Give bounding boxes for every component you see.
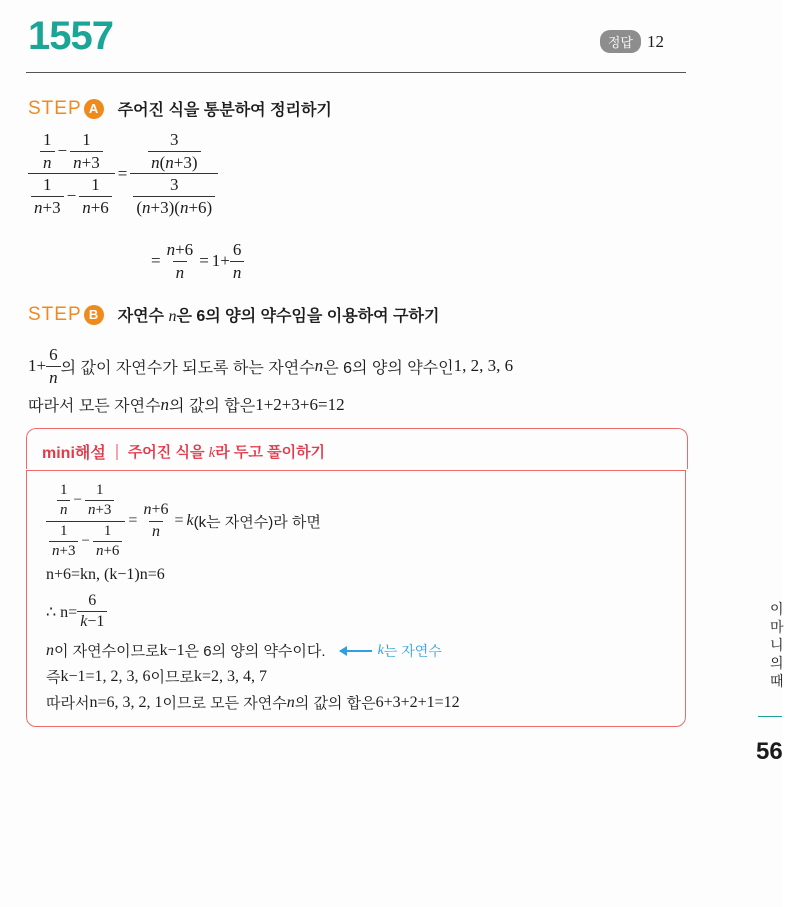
header-divider	[26, 72, 686, 73]
step-b-label: STEP	[28, 303, 82, 325]
mini-line-5: 즉 k−1=1, 2, 3, 6 이므로 k=2, 3, 4, 7	[46, 667, 268, 686]
step-a-header	[28, 97, 332, 120]
note-annotation: k 는 자연수	[340, 641, 442, 661]
mini-title	[42, 440, 325, 463]
problem-number: 1557	[28, 14, 113, 58]
mini-line-4: n 이 자연수이므로 k−1 은 6의 양의 약수이다. k 는 자연수	[46, 641, 442, 660]
answer	[600, 30, 664, 53]
mini-line-6: 따라서 n=6, 3, 2, 1 이므로 모든 자연수 n 의 값의 합은 6+3+2+1=12	[46, 693, 460, 712]
step-b-line-1: 1+ $\frac{6}{n}$ 의 값이 자연수가 되도록 하는 자연수 n 은 6의 양의 약수인 1, 2, 3, 6	[28, 345, 514, 387]
mini-subtitle: 주어진 식을 k라 두고 풀이하기	[127, 444, 326, 461]
step-a-badge: A	[84, 99, 104, 119]
page-number: 56	[756, 738, 783, 765]
complex-fraction-left: $\frac{1}{n}$ − $\frac{1}{n+3}$ $\frac{1}{n+3}$ − $\frac{1}{n+6}$	[28, 130, 115, 217]
step-b-title: 자연수 n은 6의 양의 약수임을 이용하여 구하기	[117, 308, 440, 325]
mini-tag: mini해설	[42, 445, 106, 462]
mini-separator	[116, 444, 118, 460]
mini-line-2: n+6=kn, (k−1)n=6	[46, 566, 165, 583]
step-a-label: STEP	[28, 97, 82, 119]
answer-value: 12	[647, 31, 664, 51]
answer-badge: 정답	[600, 30, 641, 53]
complex-fraction-right: $\frac{\frac{3}{n(n+3)}}{\frac{3}{(n+3)(n+6)}}$	[130, 130, 218, 217]
mini-line-3: ∴ n= $\frac{6}{k-1}$	[46, 592, 107, 632]
mini-line-1: $\frac{1}{n}$ − $\frac{1}{n+3}$ $\frac{1}{n+3}$ − $\frac{1}{n+6}$ = $\frac{n+6}{n}$ = k (k는 자연수)라 하면	[46, 482, 321, 560]
step-b-line-2: 따라서 모든 자연수 n 의 값의 합은 1+2+3+6=12	[28, 394, 345, 415]
step-a-result: = $\frac{n+6}{n}$ = 1+ $\frac{6}{n}$	[148, 240, 244, 282]
step-b-badge: B	[84, 305, 104, 325]
arrow-left-icon	[340, 650, 372, 652]
step-b-header	[28, 303, 439, 326]
step-a-equation: $\frac{1}{n}$ − $\frac{1}{n+3}$ $\frac{1}{n+3}$ − $\frac{1}{n+6}$ = $\frac{\frac{3}{n(n+3)}}{\frac{3}{(n+3)(n+6)}}$	[28, 130, 218, 217]
step-a-title: 주어진 식을 통분하여 정리하기	[117, 102, 332, 119]
side-margin-text: 이 마 니 의 때	[770, 601, 784, 689]
side-divider	[758, 716, 782, 717]
